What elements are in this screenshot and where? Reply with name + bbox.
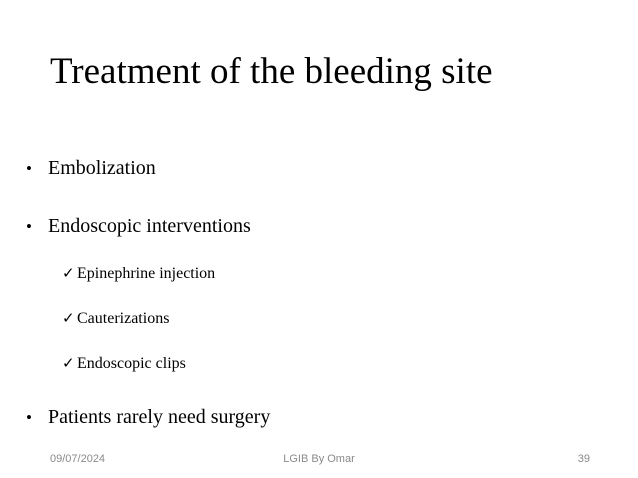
bullet-item-endoscopic-interventions (26, 214, 251, 239)
bullet-item-surgery (26, 405, 270, 430)
checkmark-icon: ✓ (62, 264, 75, 282)
checkmark-icon: ✓ (62, 354, 75, 372)
sub-item-endoscopic-clips (62, 353, 186, 374)
sub-item-text: Cauterizations (77, 310, 170, 327)
footer-page-number: 39 (577, 453, 590, 465)
sub-item-text: Epinephrine injection (77, 265, 216, 282)
footer-date: 09/07/2024 (50, 453, 106, 465)
checkmark-icon: ✓ (62, 309, 75, 327)
bullet-item-embolization (26, 156, 156, 181)
sub-item-text: Endoscopic clips (77, 355, 186, 372)
slide-title: Treatment of the bleeding site (50, 51, 493, 92)
bullet-text: Embolization (48, 157, 156, 179)
bullet-icon: • (26, 159, 32, 178)
sub-item-epinephrine-injection (62, 263, 215, 284)
sub-item-cauterizations (62, 308, 169, 329)
bullet-text: Endoscopic interventions (48, 215, 251, 237)
footer-center-text: LGIB By Omar (283, 453, 355, 465)
bullet-icon: • (26, 408, 32, 427)
bullet-text: Patients rarely need surgery (48, 406, 271, 428)
bullet-icon: • (26, 217, 32, 236)
